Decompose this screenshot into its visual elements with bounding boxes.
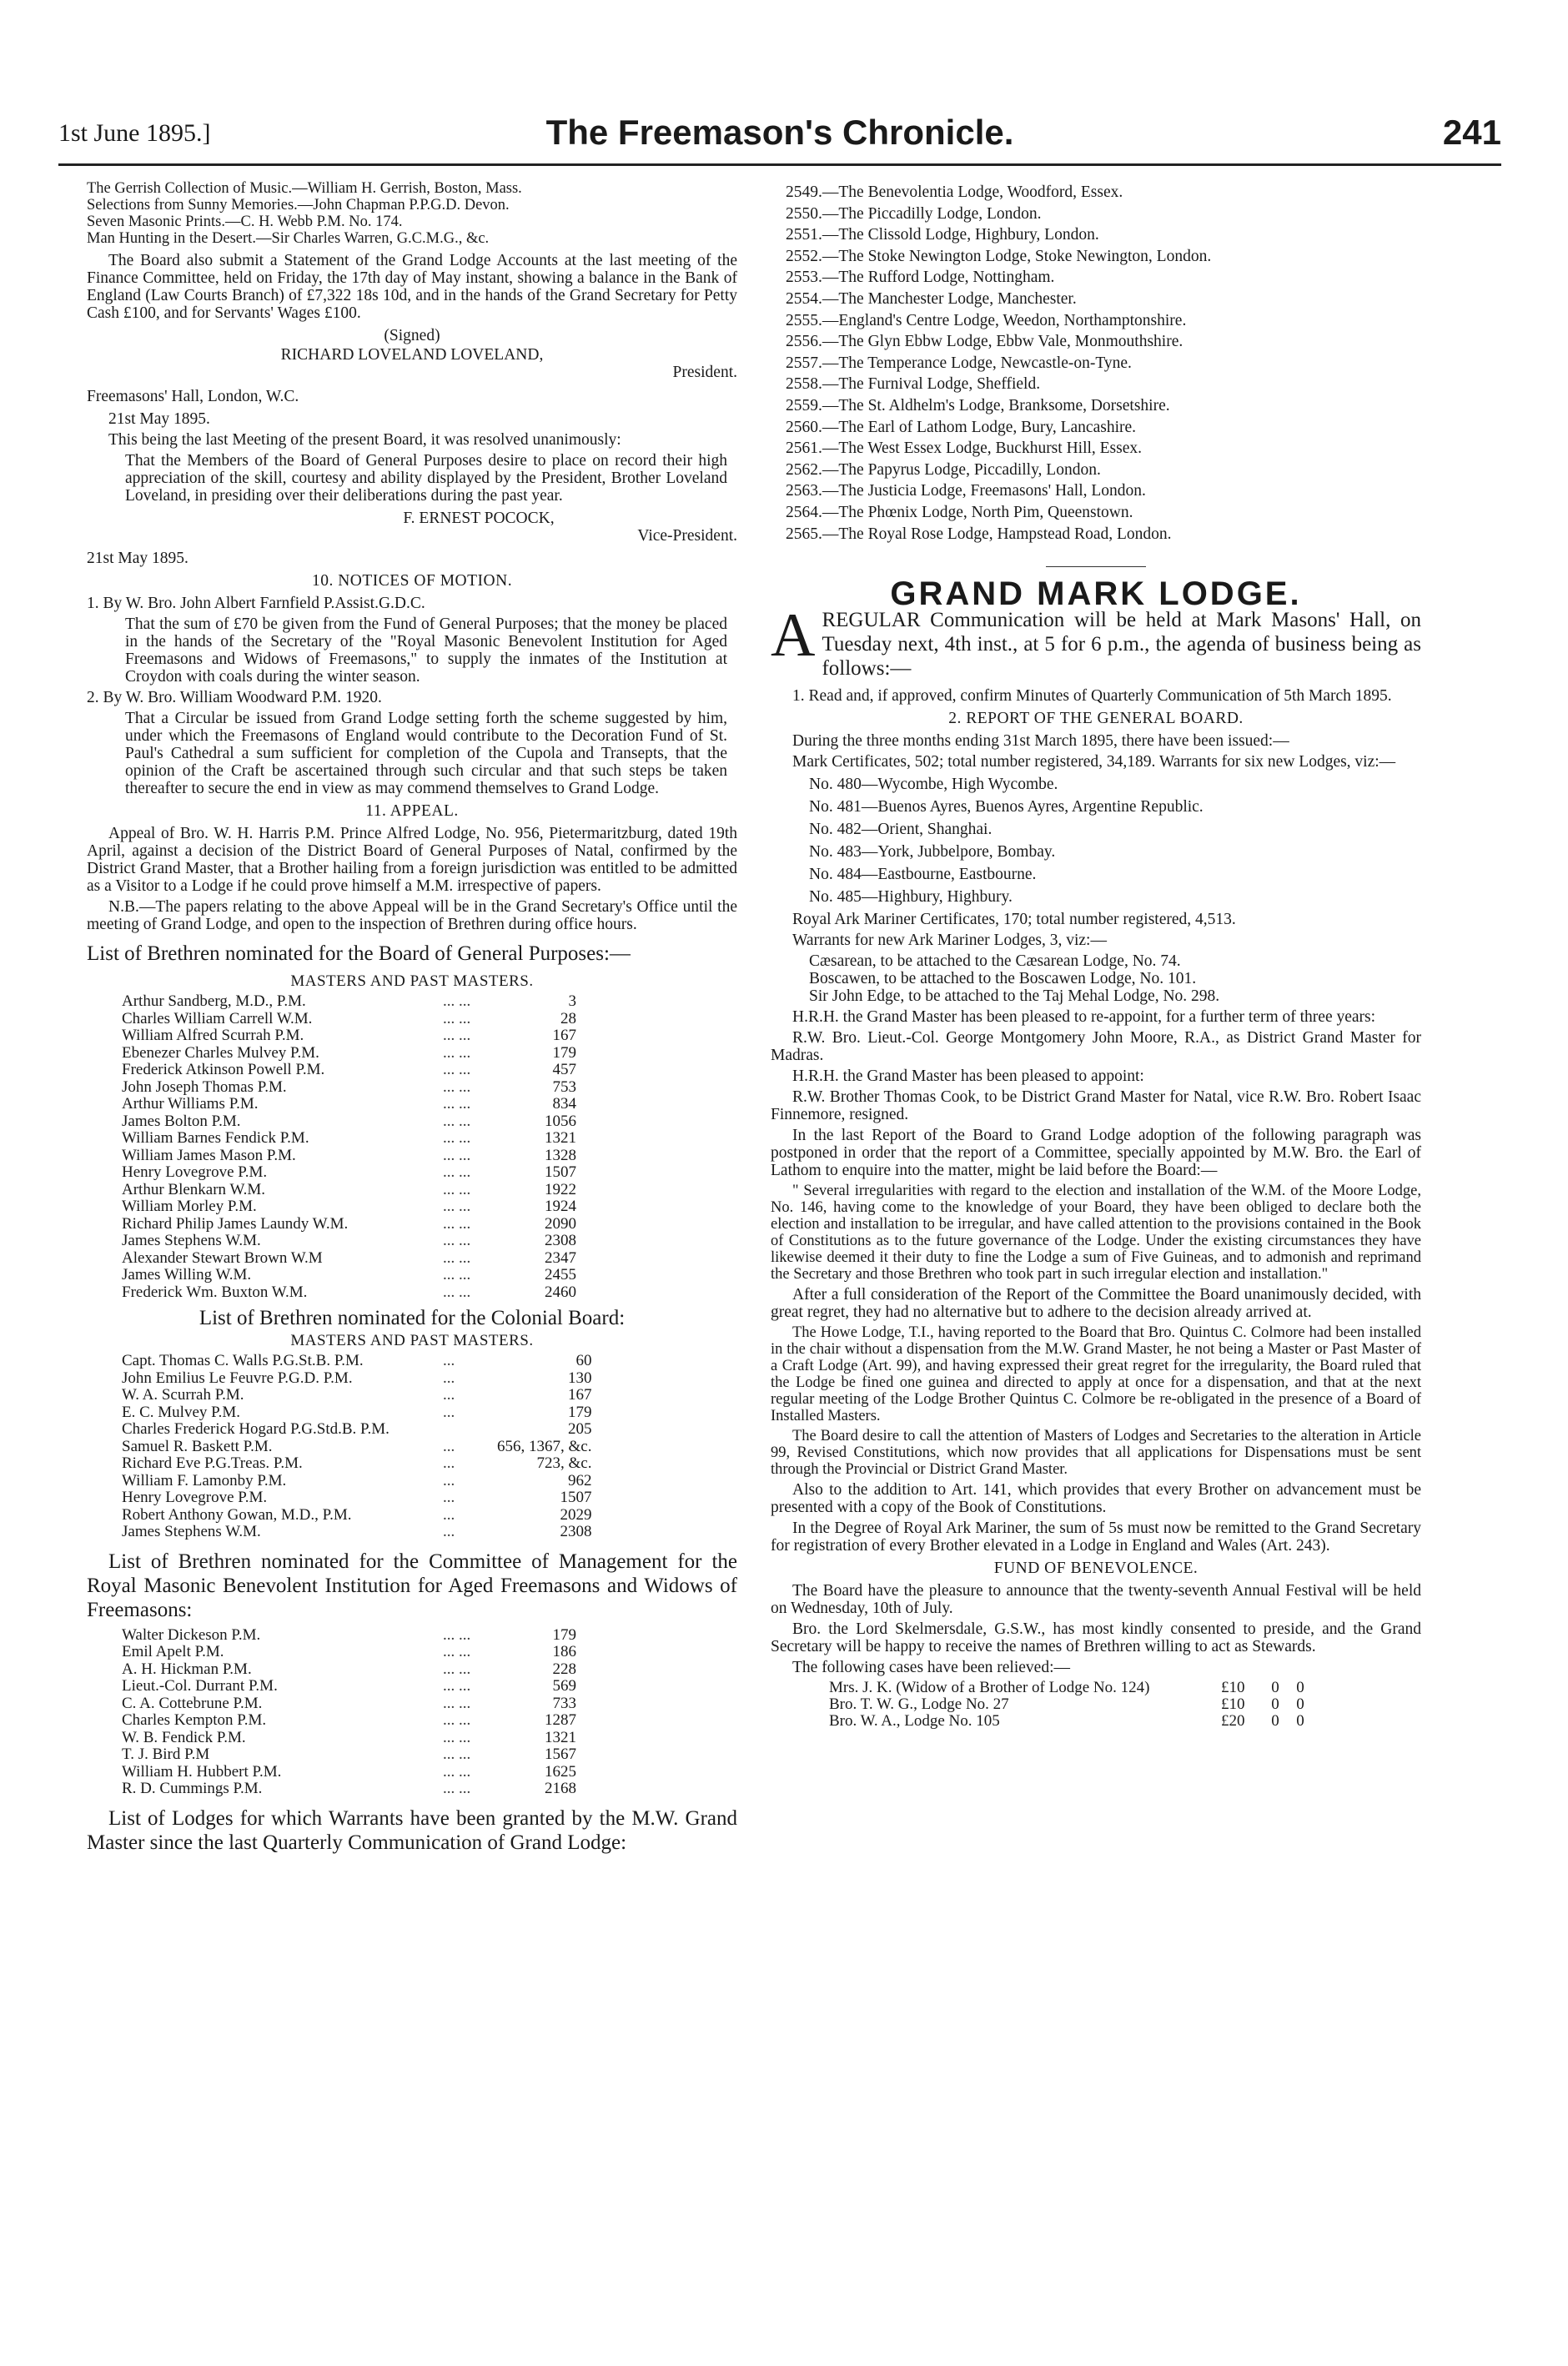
list-item: 2562.—The Papyrus Lodge, Piccadilly, London. [786,460,1101,479]
list-item: 2557.—The Temperance Lodge, Newcastle-on-Tyne. [786,354,1132,372]
drop-cap: A [771,601,816,671]
list-item: 2549.—The Benevolentia Lodge, Woodford, Essex. [786,183,1123,201]
art141-paragraph: Also to the addition to Art. 141, which provides that every Brother on advancement must be presented with a copy of the Book of Constitutions. [771,1481,1421,1517]
list-item: 2553.—The Rufford Lodge, Nottingham. [786,269,1055,287]
colonial-masters-heading: MASTERS AND PAST MASTERS. [290,1332,534,1349]
relieved-paragraph: The following cases have been relieved:— [792,1659,1070,1677]
masters-heading: MASTERS AND PAST MASTERS. [290,972,534,990]
table-row: John Emilius Le Feuvre P.G.D. P.M. ... 130 [122,1369,592,1387]
table-row: William James Mason P.M. ... ... 1328 [122,1146,576,1164]
issue-date: 1st June 1895.] [58,119,211,147]
table-row: E. C. Mulvey P.M. ... 179 [122,1403,592,1421]
committee-heading: List of Brethren nominated for the Committee of Management for the Royal Masonic Benevolent Institution for Aged Freemasons and Widows of Freemasons: [87,1550,737,1621]
warrants-heading: List of Lodges for which Warrants have been granted by the M.W. Grand Master since the last Quarterly Communication of Grand Lodge: [87,1806,737,1854]
agenda-item-1: 1. Read and, if approved, confirm Minutes of Quarterly Communication of 5th March 1895. [792,687,1392,706]
list-item: 2555.—England's Centre Lodge, Weedon, Northamptonshire. [786,311,1187,329]
gp-heading: List of Brethren nominated for the Board of General Purposes:— [87,942,631,965]
table-row: A. H. Hickman P.M. ... ... 228 [122,1660,576,1678]
gp-nominee-table [122,993,576,1301]
table-row: Alexander Stewart Brown W.M ... ... 2347 [122,1248,576,1267]
work-item: The Gerrish Collection of Music.—William H. Gerrish, Boston, Mass. [87,180,522,197]
table-row: James Stephens W.M. ... 2308 [122,1523,592,1540]
signer-title: President. [672,364,737,381]
table-row: W. B. Fendick P.M. ... ... 1321 [122,1728,576,1746]
table-row: Arthur Sandberg, M.D., P.M. ... ... 3 [122,992,576,1010]
statement-paragraph: The Board also submit a Statement of the Grand Lodge Accounts at the last meeting of the Finance Committee, held on Friday, the 17th day of May instant, showing a balance in the Bank of England (Law Courts Branch) of £7,322 18s 10d, and in the hands of the Grand Secretary for Petty Cash £100, and for Servants' Wages £100. [87,252,737,322]
list-item: 2563.—The Justicia Lodge, Freemasons' Hall, London. [786,482,1146,500]
table-row: Walter Dickeson P.M. ... ... 179 [122,1625,576,1644]
vice-president-title: Vice-President. [637,527,737,545]
list-item: No. 484—Eastbourne, Eastbourne. [809,866,1037,884]
ark-list [771,952,1421,1005]
festival-paragraph: The Board have the pleasure to announce that the twenty-seventh Annual Festival will be held on Wednesday, 10th of July. [771,1582,1421,1618]
table-row: William H. Hubbert P.M. ... ... 1625 [122,1762,576,1781]
table-row: Capt. Thomas C. Walls P.G.St.B. P.M. ... 60 [122,1352,592,1369]
notices-heading: 10. NOTICES OF MOTION. [311,572,513,590]
ark-paragraph: Royal Ark Mariner Certificates, 170; total number registered, 4,513. [792,911,1236,929]
list-item: Cæsarean, to be attached to the Cæsarean Lodge, No. 74. [809,952,1181,971]
table-row: T. J. Bird P.M ... ... 1567 [122,1746,576,1763]
table-row: John Joseph Thomas P.M. ... ... 753 [122,1078,576,1096]
table-row: R. D. Cummings P.M. ... ... 2168 [122,1780,576,1797]
right-column [771,182,1421,1730]
ark-warrants-paragraph: Warrants for new Ark Mariner Lodges, 3, viz:— [792,932,1107,950]
table-row: C. A. Cottebrune P.M. ... ... 733 [122,1694,576,1712]
table-row: Arthur Williams P.M. ... ... 834 [122,1095,576,1113]
signer-name: RICHARD LOVELAND LOVELAND, [280,346,544,364]
list-item: No. 481—Buenos Ayres, Buenos Ayres, Argentine Republic. [809,798,1204,816]
table-row: Frederick Atkinson Powell P.M. ... ... 457 [122,1061,576,1078]
nb-paragraph: N.B.—The papers relating to the above Appeal will be in the Grand Secretary's Office until the meeting of Grand Lodge, and open to the inspection of Brethren during office hours. [87,898,737,933]
list-item: Sir John Edge, to be attached to the Taj Mehal Lodge, No. 298. [809,987,1220,1006]
section-title: GRAND MARK LODGE. [890,575,1302,613]
table-row: James Bolton P.M. ... ... 1056 [122,1112,576,1130]
list-item: No. 483—York, Jubbelpore, Bombay. [809,843,1056,862]
table-row: James Willing W.M. ... ... 2455 [122,1266,576,1283]
list-item: 2559.—The St. Aldhelm's Lodge, Branksome, Dorsetshire. [786,396,1170,414]
list-item: 2556.—The Glyn Ebbw Lodge, Ebbw Vale, Monmouthshire. [786,333,1184,351]
section-divider [1046,566,1146,567]
moore-paragraph: R.W. Bro. Lieut.-Col. George Montgomery John Moore, R.A., as District Grand Master for Madras. [771,1029,1421,1065]
table-row: Richard Eve P.G.Treas. P.M. ... 723, &c. [122,1454,592,1472]
works-list [87,180,737,247]
list-item: 2551.—The Clissold Lodge, Highbury, London. [786,226,1099,244]
motion-2-by: 2. By W. Bro. William Woodward P.M. 1920. [87,689,382,706]
hrh-appoint: H.R.H. the Grand Master has been pleased to appoint: [792,1067,1144,1086]
new-lodges-list [771,182,1421,545]
after-paragraph: After a full consideration of the Report of the Committee the Board unanimously decided, with great regret, they had no alternative but to adhere to the decision already arrived at. [771,1286,1421,1322]
place: Freemasons' Hall, London, W.C. [87,388,299,405]
list-item: 2561.—The West Essex Lodge, Buckhurst Hill, Essex. [786,440,1143,458]
colonial-heading: List of Brethren nominated for the Colonial Board: [199,1307,626,1329]
table-row: William Morley P.M. ... ... 1924 [122,1198,576,1215]
work-item: Man Hunting in the Desert.—Sir Charles Warren, G.C.M.G., &c. [87,230,490,247]
issued-paragraph: During the three months ending 31st March 1895, there have been issued:— [792,732,1289,751]
relief-table [829,1680,1313,1730]
report-heading: 2. REPORT OF THE GENERAL BOARD. [948,710,1244,728]
motion-2: That a Circular be issued from Grand Lodge setting forth the scheme suggested by him, under which the Freemasons of England would contribute to the Decoration Fund of St. Paul's Cathedral a sum sufficient for completion of the Cupola and Transepts, that the opinion of the Craft be ascertained through such circular and that such steps be taken thereafter to secure the end in view as may commend themselves to Grand Lodge. [125,710,727,797]
table-row: William Barnes Fendick P.M. ... ... 1321 [122,1129,576,1147]
degree-paragraph: In the Degree of Royal Ark Mariner, the sum of 5s must now be remitted to the Grand Secretary for registration of every Brother elevated in a Lodge in England and Wales (Art. 243). [771,1520,1421,1555]
colonial-nominee-table [122,1353,591,1541]
date-2: 21st May 1895. [87,550,188,567]
warrants-list [771,774,1421,907]
table-row: William F. Lamonby P.M. ... 962 [122,1471,592,1489]
table-row: Charles Frederick Hogard P.G.Std.B. P.M. 205 [122,1420,592,1438]
table-row: Henry Lovegrove P.M. ... 1507 [122,1489,592,1506]
masthead-rule [58,163,1501,166]
table-row: Samuel R. Baskett P.M. ... 656, 1367, &c. [122,1437,592,1455]
work-item: Selections from Sunny Memories.—John Chapman P.P.G.D. Devon. [87,197,510,213]
fund-heading: FUND OF BENEVOLENCE. [993,1560,1199,1578]
last-meeting-paragraph: This being the last Meeting of the present Board, it was resolved unanimously: [108,431,621,449]
table-row: Emil Apelt P.M. ... ... 186 [122,1643,576,1660]
table-row: Charles Kempton P.M. ... ... 1287 [122,1711,576,1729]
list-item: 2554.—The Manchester Lodge, Manchester. [786,289,1077,308]
list-item: 2564.—The Phœnix Lodge, North Pim, Queenstown. [786,503,1133,521]
list-item: Boscawen, to be attached to the Boscawen Lodge, No. 101. [809,970,1197,988]
masthead [58,113,1501,159]
table-row: Ebenezer Charles Mulvey P.M. ... ... 179 [122,1043,576,1062]
table-row: Charles William Carrell W.M. ... ... 28 [122,1009,576,1027]
date-1: 21st May 1895. [108,410,210,428]
appeal-paragraph: Appeal of Bro. W. H. Harris P.M. Prince Alfred Lodge, No. 956, Pietermaritzburg, dated 19th April, against a decision of the District Board of General Purposes of Natal, confirmed by the District Grand Master, that a Brother hailing from a foreign jurisdiction was entitled to be admitted as a Visitor to a Lodge if he could prove himself a M.M. irrespective of papers. [87,825,737,895]
table-row: William Alfred Scurrah P.M. ... ... 167 [122,1027,576,1044]
quoted-paragraph: " Several irregularities with regard to the election and installation of the W.M. of the Moore Lodge, No. 146, having come to the knowledge of your Board, they have been obliged to declare both the election and installation to be irregular, and have called attention to the provisions contained in the Book of Constitutions as to the future governance of the Lodge. Under the existing circumstances they have likewise deemed it their duty to fine the Lodge a sum of Five Guineas, and to admonish and reprimand the Secretary and those Brethren who took part in such irregular election and installation." [771,1183,1421,1283]
cook-paragraph: R.W. Brother Thomas Cook, to be District Grand Master for Natal, vice R.W. Bro. Robert Isaac Finnemore, resigned. [771,1088,1421,1124]
signed-label: (Signed) [384,327,440,344]
lord-paragraph: Bro. the Lord Skelmersdale, G.S.W., has most kindly consented to preside, and the Grand Secretary will be happy to receive the names of Brethren willing to act as Stewards. [771,1620,1421,1656]
table-row: Robert Anthony Gowan, M.D., P.M. ... 2029 [122,1505,592,1524]
work-item: Seven Masonic Prints.—C. H. Webb P.M. No. 174. [87,213,403,230]
mark-paragraph: Mark Certificates, 502; total number registered, 34,189. Warrants for six new Lodges, viz:— [792,753,1396,771]
table-row: Arthur Blenkarn W.M. ... ... 1922 [122,1180,576,1198]
motion-1: That the sum of £70 be given from the Fund of General Purposes; that the money be placed in the hands of the Secretary of the "Royal Masonic Benevolent Institution for Aged Freemasons and Widows of Freemasons," to supply the inmates of the Institution at Croydon with coals during the winter season. [125,615,727,686]
vice-president-name: F. ERNEST POCOCK, [403,510,555,527]
list-item: 2565.—The Royal Rose Lodge, Hampstead Road, London. [786,525,1172,543]
list-item: 2552.—The Stoke Newington Lodge, Stoke Newington, London. [786,247,1212,265]
list-item: 2550.—The Piccadilly Lodge, London. [786,204,1042,223]
hrh-reappoint: H.R.H. the Grand Master has been pleased to re-appoint, for a further term of three years: [792,1008,1376,1027]
table-row: Bro. T. W. G., Lodge No. 27 £10 0 0 [829,1695,1304,1714]
table-row: Richard Philip James Laundy W.M. ... ... 2090 [122,1214,576,1233]
list-item: 2558.—The Furnival Lodge, Sheffield. [786,375,1041,394]
table-row: Henry Lovegrove P.M. ... ... 1507 [122,1163,576,1181]
page-number: 241 [1442,113,1501,152]
last-report-paragraph: In the last Report of the Board to Grand Lodge adoption of the following paragraph was postponed in order that the report of a Committee, specially appointed by M.W. Bro. the Earl of Lathom to enquire into the matter, might be laid before the Board:— [771,1127,1421,1180]
list-item: No. 480—Wycombe, High Wycombe. [809,776,1058,794]
table-row: Lieut.-Col. Durrant P.M. ... ... 569 [122,1677,576,1695]
table-row: Bro. W. A., Lodge No. 105 £20 0 0 [829,1712,1304,1731]
motion-1-by: 1. By W. Bro. John Albert Farnfield P.Assist.G.D.C. [87,595,425,612]
table-row: Frederick Wm. Buxton W.M. ... ... 2460 [122,1283,576,1301]
intro-paragraph: AREGULAR Communication will be held at Mark Masons' Hall, on Tuesday next, 4th inst., at 5 for 6 p.m., the agenda of business being as follows:— [771,601,1421,681]
list-item: 2560.—The Earl of Lathom Lodge, Bury, Lancashire. [786,418,1137,436]
howe-paragraph: The Howe Lodge, T.I., having reported to the Board that Bro. Quintus C. Colmore had been installed in the chair without a dispensation from the M.W. Grand Master, he not being a Master or Past Master of a Craft Lodge (Art. 99), and having expressed their great regret for the irregularity, the Board ruled that the Lodge be fined one guinea and directed to apply at once for a dispensation, and that at the next regular meeting of the Lodge Brother Quintus C. Colmore be re-obligated in the presence of a Board of Installed Masters. [771,1324,1421,1425]
table-row: James Stephens W.M. ... ... 2308 [122,1232,576,1249]
resolution-paragraph: That the Members of the Board of General Purposes desire to place on record their high appreciation of the skill, courtesy and ability displayed by the President, Brother Loveland Loveland, in presiding over their deliberations during the past year. [125,452,727,505]
list-item: No. 482—Orient, Shanghai. [809,821,993,839]
table-row: W. A. Scurrah P.M. ... 167 [122,1386,592,1404]
list-item: No. 485—Highbury, Highbury. [809,888,1013,907]
appeal-heading: 11. APPEAL. [365,802,459,820]
attention-paragraph: The Board desire to call the attention of Masters of Lodges and Secretaries to the alteration in Article 99, Revised Constitutions, which now provides that all applications for Dispensations must be sent through the Provincial or District Grand Master. [771,1428,1421,1479]
publication-title: The Freemason's Chronicle. [545,113,1014,152]
left-column [87,182,737,1860]
table-row: Mrs. J. K. (Widow of a Brother of Lodge No. 124) £10 0 0 [829,1679,1304,1697]
committee-nominee-table [122,1627,576,1798]
